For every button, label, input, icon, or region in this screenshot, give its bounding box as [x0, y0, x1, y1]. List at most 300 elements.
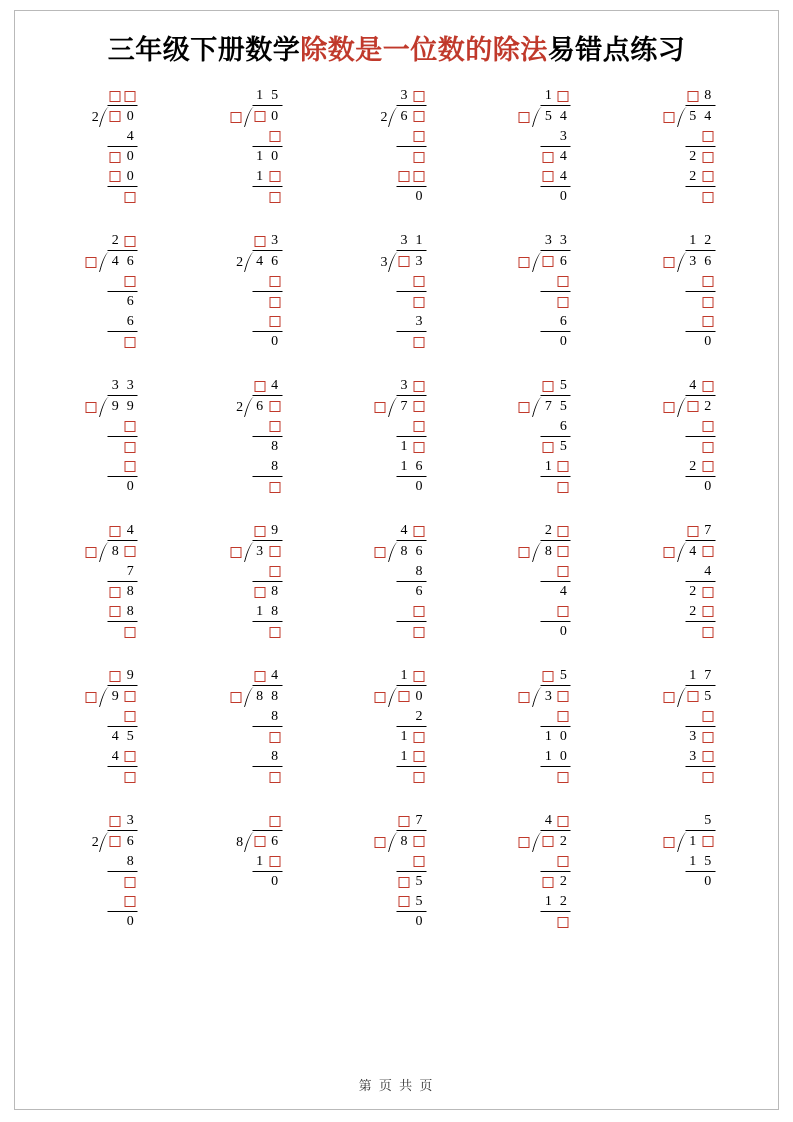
answer-box[interactable] [411, 147, 426, 168]
blank-box[interactable] [413, 337, 424, 348]
answer-box[interactable] [123, 891, 138, 912]
answer-box[interactable] [556, 706, 571, 727]
blank-box[interactable] [702, 627, 713, 638]
blank-box[interactable] [413, 627, 424, 638]
answer-box[interactable] [411, 666, 426, 687]
answer-box[interactable] [411, 396, 426, 417]
answer-box[interactable] [700, 541, 715, 562]
divisor[interactable] [79, 396, 99, 417]
blank-box[interactable] [269, 192, 280, 203]
blank-box[interactable] [125, 192, 136, 203]
answer-box[interactable] [123, 767, 138, 788]
blank-box[interactable] [663, 547, 674, 558]
blank-box[interactable] [702, 442, 713, 453]
blank-box[interactable] [110, 816, 121, 827]
answer-box[interactable] [396, 872, 411, 893]
blank-box[interactable] [269, 627, 280, 638]
answer-box[interactable] [108, 86, 123, 107]
digit: 0 [559, 624, 567, 639]
blank-box[interactable] [125, 236, 136, 247]
divisor[interactable]: 2 [236, 400, 244, 415]
blank-box[interactable] [125, 751, 136, 762]
answer-box[interactable] [541, 666, 556, 687]
blank-box[interactable] [125, 877, 136, 888]
blank-box[interactable] [254, 671, 265, 682]
answer-box[interactable] [700, 831, 715, 852]
divisor[interactable] [512, 106, 532, 127]
blank-box[interactable] [558, 91, 569, 102]
answer-box[interactable] [700, 271, 715, 292]
divisor[interactable]: 2 [91, 110, 99, 125]
blank-box[interactable] [519, 692, 530, 703]
blank-box[interactable] [558, 606, 569, 617]
answer-box[interactable] [700, 456, 715, 477]
divisor[interactable]: 3 [380, 255, 388, 270]
answer-box[interactable] [700, 746, 715, 767]
blank-box[interactable] [558, 816, 569, 827]
divisor[interactable] [223, 686, 243, 707]
blank-box[interactable] [125, 442, 136, 453]
answer-box[interactable] [123, 332, 138, 353]
blank-box[interactable] [558, 566, 569, 577]
blank-box[interactable] [125, 91, 136, 102]
answer-box[interactable] [411, 601, 426, 622]
blank-box[interactable] [413, 606, 424, 617]
blank-box[interactable] [413, 131, 424, 142]
answer-box[interactable] [267, 767, 282, 788]
blank-box[interactable] [254, 111, 265, 122]
blank-box[interactable] [413, 421, 424, 432]
divisor[interactable] [223, 541, 243, 562]
divisor[interactable] [656, 251, 676, 272]
answer-box[interactable] [267, 166, 282, 187]
blank-box[interactable] [543, 836, 554, 847]
quotient-digits [541, 231, 571, 251]
blank-box[interactable] [254, 236, 265, 247]
blank-box[interactable] [702, 381, 713, 392]
answer-box[interactable] [556, 686, 571, 707]
blank-box[interactable] [269, 856, 280, 867]
answer-box[interactable] [700, 292, 715, 313]
divisor[interactable] [656, 831, 676, 852]
blank-box[interactable] [558, 711, 569, 722]
answer-box[interactable] [411, 521, 426, 542]
answer-box[interactable] [700, 187, 715, 208]
answer-box[interactable] [267, 292, 282, 313]
divisor[interactable] [79, 686, 99, 707]
answer-box[interactable] [700, 166, 715, 187]
answer-box[interactable] [267, 416, 282, 437]
answer-box[interactable] [108, 147, 123, 168]
blank-box[interactable] [86, 547, 97, 558]
blank-box[interactable] [413, 297, 424, 308]
blank-box[interactable] [86, 257, 97, 268]
answer-box[interactable] [556, 521, 571, 542]
divisor[interactable]: 2 [380, 110, 388, 125]
answer-box[interactable] [123, 271, 138, 292]
blank-box[interactable] [543, 256, 554, 267]
blank-box[interactable] [558, 482, 569, 493]
blank-box[interactable] [269, 732, 280, 743]
divisor[interactable]: 2 [91, 835, 99, 850]
blank-box[interactable] [269, 131, 280, 142]
blank-box[interactable] [110, 152, 121, 163]
blank-box[interactable] [269, 297, 280, 308]
dividend-row [223, 831, 282, 852]
blank-box[interactable] [230, 112, 241, 123]
answer-box[interactable] [123, 231, 138, 252]
answer-box[interactable] [411, 126, 426, 147]
blank-box[interactable] [110, 587, 121, 598]
answer-box[interactable] [556, 912, 571, 933]
answer-box[interactable] [556, 851, 571, 872]
answer-box[interactable] [108, 166, 123, 187]
divisor[interactable] [512, 686, 532, 707]
divisor[interactable] [512, 396, 532, 417]
blank-box[interactable] [543, 381, 554, 392]
answer-box[interactable] [267, 187, 282, 208]
blank-box[interactable] [702, 732, 713, 743]
blank-box[interactable] [519, 837, 530, 848]
answer-box[interactable] [108, 666, 123, 687]
answer-box[interactable] [108, 601, 123, 622]
answer-box[interactable] [411, 851, 426, 872]
answer-box[interactable] [123, 187, 138, 208]
answer-box[interactable] [123, 541, 138, 562]
blank-box[interactable] [125, 691, 136, 702]
answer-box[interactable] [123, 872, 138, 893]
blank-box[interactable] [254, 526, 265, 537]
answer-box[interactable] [700, 601, 715, 622]
answer-box[interactable] [700, 126, 715, 147]
blank-box[interactable] [110, 171, 121, 182]
answer-box[interactable] [123, 437, 138, 458]
answer-box[interactable] [396, 166, 411, 187]
answer-box[interactable] [411, 332, 426, 353]
answer-box[interactable] [123, 416, 138, 437]
answer-box[interactable] [267, 311, 282, 332]
blank-box[interactable] [543, 877, 554, 888]
blank-box[interactable] [230, 692, 241, 703]
divisor[interactable] [656, 396, 676, 417]
blank-box[interactable] [374, 402, 385, 413]
blank-box[interactable] [702, 606, 713, 617]
dividend-row [367, 251, 426, 272]
divisor[interactable] [79, 251, 99, 272]
answer-box[interactable] [700, 376, 715, 397]
answer-box[interactable] [411, 271, 426, 292]
blank-box[interactable] [558, 276, 569, 287]
blank-box[interactable] [687, 401, 698, 412]
blank-box[interactable] [413, 171, 424, 182]
answer-box[interactable] [541, 437, 556, 458]
answer-box[interactable] [396, 891, 411, 912]
blank-box[interactable] [663, 402, 674, 413]
answer-box[interactable] [267, 271, 282, 292]
blank-box[interactable] [558, 297, 569, 308]
blank-box[interactable] [702, 316, 713, 327]
blank-box[interactable] [413, 442, 424, 453]
answer-box[interactable] [541, 147, 556, 168]
blank-box[interactable] [269, 816, 280, 827]
blank-box[interactable] [413, 526, 424, 537]
blank-box[interactable] [687, 91, 698, 102]
answer-box[interactable] [700, 311, 715, 332]
blank-box[interactable] [230, 547, 241, 558]
divisor[interactable] [656, 686, 676, 707]
blank-box[interactable] [125, 711, 136, 722]
blank-box[interactable] [519, 257, 530, 268]
answer-box[interactable] [411, 622, 426, 643]
blank-box[interactable] [558, 691, 569, 702]
blank-box[interactable] [125, 896, 136, 907]
blank-box[interactable] [125, 421, 136, 432]
answer-box[interactable] [700, 147, 715, 168]
blank-box[interactable] [702, 836, 713, 847]
blank-box[interactable] [519, 547, 530, 558]
answer-box[interactable] [556, 601, 571, 622]
divisor[interactable] [79, 541, 99, 562]
answer-box[interactable] [108, 582, 123, 603]
blank-box[interactable] [543, 442, 554, 453]
blank-box[interactable] [125, 276, 136, 287]
blank-box[interactable] [125, 627, 136, 638]
blank-box[interactable] [702, 152, 713, 163]
blank-box[interactable] [413, 152, 424, 163]
answer-box[interactable] [700, 767, 715, 788]
blank-box[interactable] [110, 526, 121, 537]
long-division [656, 86, 715, 207]
blank-box[interactable] [269, 276, 280, 287]
blank-box[interactable] [413, 381, 424, 392]
answer-box[interactable] [700, 582, 715, 603]
blank-box[interactable] [558, 526, 569, 537]
answer-box[interactable] [252, 231, 267, 252]
blank-box[interactable] [519, 402, 530, 413]
long-division [656, 811, 715, 892]
digit: 2 [544, 523, 552, 538]
answer-box[interactable] [252, 582, 267, 603]
answer-box[interactable] [556, 767, 571, 788]
divisor[interactable] [367, 541, 387, 562]
blank-box[interactable] [687, 691, 698, 702]
answer-box[interactable] [411, 437, 426, 458]
blank-box[interactable] [110, 111, 121, 122]
answer-box[interactable] [267, 727, 282, 748]
answer-box[interactable] [541, 376, 556, 397]
blank-box[interactable] [374, 837, 385, 848]
answer-box[interactable] [700, 416, 715, 437]
divisor[interactable] [367, 831, 387, 852]
blank-box[interactable] [558, 856, 569, 867]
blank-box[interactable] [543, 152, 554, 163]
answer-box[interactable] [267, 126, 282, 147]
blank-box[interactable] [254, 836, 265, 847]
answer-box[interactable] [108, 521, 123, 542]
answer-box[interactable] [123, 456, 138, 477]
blank-box[interactable] [110, 91, 121, 102]
blank-box[interactable] [413, 401, 424, 412]
answer-box[interactable] [556, 86, 571, 107]
answer-box[interactable] [685, 86, 700, 107]
blank-box[interactable] [663, 257, 674, 268]
answer-box[interactable] [396, 811, 411, 832]
blank-box[interactable] [125, 337, 136, 348]
blank-box[interactable] [543, 171, 554, 182]
divisor[interactable] [656, 541, 676, 562]
divisor[interactable] [367, 396, 387, 417]
blank-box[interactable] [86, 402, 97, 413]
blank-box[interactable] [702, 297, 713, 308]
answer-box[interactable] [267, 561, 282, 582]
blank-box[interactable] [702, 171, 713, 182]
divisor[interactable] [512, 831, 532, 852]
blank-box[interactable] [269, 316, 280, 327]
blank-box[interactable] [543, 671, 554, 682]
answer-box[interactable] [556, 292, 571, 313]
blank-box[interactable] [269, 772, 280, 783]
answer-box[interactable] [267, 811, 282, 832]
divisor[interactable] [512, 541, 532, 562]
answer-box[interactable] [252, 521, 267, 542]
blank-box[interactable] [663, 112, 674, 123]
answer-box[interactable] [411, 292, 426, 313]
blank-box[interactable] [413, 111, 424, 122]
blank-box[interactable] [413, 836, 424, 847]
divisor[interactable] [512, 251, 532, 272]
answer-box[interactable] [411, 376, 426, 397]
blank-box[interactable] [110, 836, 121, 847]
blank-box[interactable] [398, 691, 409, 702]
answer-box[interactable] [556, 456, 571, 477]
answer-box[interactable] [556, 477, 571, 498]
blank-box[interactable] [110, 671, 121, 682]
blank-box[interactable] [254, 381, 265, 392]
blank-box[interactable] [269, 566, 280, 577]
quotient-row [223, 666, 282, 686]
answer-box[interactable] [411, 166, 426, 187]
answer-box[interactable] [411, 86, 426, 107]
blank-box[interactable] [125, 461, 136, 472]
blank-box[interactable] [702, 276, 713, 287]
blank-box[interactable] [702, 546, 713, 557]
blank-box[interactable] [413, 276, 424, 287]
answer-box[interactable] [267, 396, 282, 417]
answer-box[interactable] [541, 166, 556, 187]
blank-box[interactable] [702, 131, 713, 142]
answer-box[interactable] [556, 811, 571, 832]
answer-box[interactable] [252, 666, 267, 687]
blank-box[interactable] [398, 896, 409, 907]
answer-box[interactable] [411, 106, 426, 127]
answer-box[interactable] [700, 622, 715, 643]
answer-box[interactable] [556, 271, 571, 292]
quotient-row [79, 666, 138, 686]
blank-box[interactable] [702, 587, 713, 598]
answer-box[interactable] [700, 437, 715, 458]
blank-box[interactable] [413, 671, 424, 682]
blank-box[interactable] [398, 171, 409, 182]
answer-box[interactable] [411, 727, 426, 748]
blank-box[interactable] [269, 546, 280, 557]
blank-box[interactable] [558, 546, 569, 557]
blank-box[interactable] [374, 692, 385, 703]
answer-box[interactable] [556, 541, 571, 562]
answer-box[interactable] [267, 622, 282, 643]
blank-box[interactable] [702, 751, 713, 762]
answer-box[interactable] [685, 521, 700, 542]
blank-box[interactable] [558, 461, 569, 472]
divisor[interactable] [223, 106, 243, 127]
answer-box[interactable] [123, 686, 138, 707]
blank-box[interactable] [413, 772, 424, 783]
answer-box[interactable] [123, 86, 138, 107]
blank-box[interactable] [413, 91, 424, 102]
answer-box[interactable] [267, 851, 282, 872]
blank-box[interactable] [374, 547, 385, 558]
blank-box[interactable] [269, 421, 280, 432]
blank-box[interactable] [663, 692, 674, 703]
blank-box[interactable] [110, 606, 121, 617]
blank-box[interactable] [413, 751, 424, 762]
blank-box[interactable] [519, 112, 530, 123]
blank-box[interactable] [125, 546, 136, 557]
work-rows [685, 127, 715, 207]
answer-box[interactable] [108, 811, 123, 832]
blank-box[interactable] [254, 587, 265, 598]
blank-box[interactable] [558, 772, 569, 783]
blank-box[interactable] [702, 461, 713, 472]
blank-box[interactable] [558, 917, 569, 928]
divisor[interactable] [656, 106, 676, 127]
blank-box[interactable] [702, 192, 713, 203]
blank-box[interactable] [86, 692, 97, 703]
answer-box[interactable] [267, 541, 282, 562]
blank-box[interactable] [702, 711, 713, 722]
answer-box[interactable] [411, 831, 426, 852]
answer-box[interactable] [267, 477, 282, 498]
answer-box[interactable] [541, 872, 556, 893]
answer-box[interactable] [411, 416, 426, 437]
answer-box[interactable] [411, 746, 426, 767]
answer-box[interactable] [252, 376, 267, 397]
divisor[interactable]: 2 [236, 255, 244, 270]
blank-box[interactable] [413, 732, 424, 743]
divisor[interactable] [367, 686, 387, 707]
blank-box[interactable] [398, 816, 409, 827]
answer-box[interactable] [123, 622, 138, 643]
blank-box[interactable] [269, 401, 280, 412]
blank-box[interactable] [702, 421, 713, 432]
blank-box[interactable] [125, 772, 136, 783]
answer-box[interactable] [700, 727, 715, 748]
quotient-row [79, 86, 138, 106]
blank-box[interactable] [269, 482, 280, 493]
blank-box[interactable] [702, 772, 713, 783]
answer-box[interactable] [700, 706, 715, 727]
blank-box[interactable] [687, 526, 698, 537]
answer-box[interactable] [556, 561, 571, 582]
blank-box[interactable] [398, 256, 409, 267]
answer-box[interactable] [411, 767, 426, 788]
answer-box[interactable] [123, 746, 138, 767]
answer-box[interactable] [123, 706, 138, 727]
blank-box[interactable] [663, 837, 674, 848]
blank-box[interactable] [413, 856, 424, 867]
divisor[interactable]: 8 [236, 835, 244, 850]
blank-box[interactable] [398, 877, 409, 888]
blank-box[interactable] [269, 171, 280, 182]
